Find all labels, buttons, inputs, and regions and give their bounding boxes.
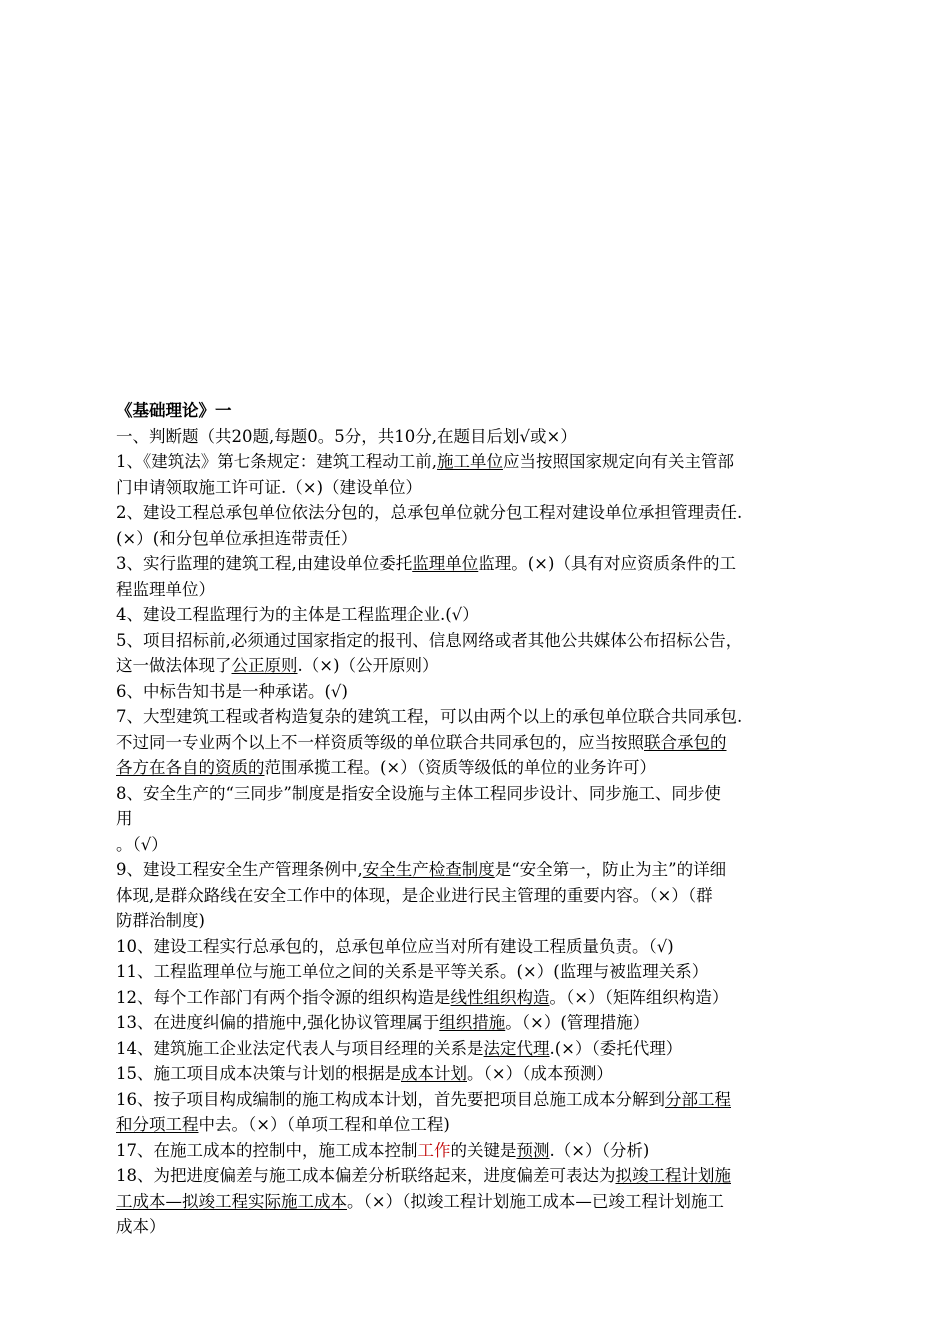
text-segment: 。（×）(管理措施） [505,1013,650,1032]
underlined-text: 施工单位 [437,452,503,471]
underlined-text: 成本计划 [401,1064,467,1083]
text-line [116,1163,838,1189]
text-line [116,704,838,730]
text-segment: 5、项目招标前,必须通过国家指定的报刊、信息网络或者其他公共媒体公布招标公告， [116,630,743,650]
text-line [116,1214,838,1240]
text-line [116,908,838,934]
text-segment: 不过同一专业两个以上不一样资质等级的单位联合共同承包的，应当按照 [116,732,644,752]
underlined-text: 拟竣工程计划施 [615,1166,731,1185]
underlined-text: 联合承包的 [644,732,727,752]
text-segment: 18、为把进度偏差与施工成本偏差分析联络起来，进度偏差可表达为 [116,1166,616,1185]
text-segment: 。（×）（成本预测） [467,1064,613,1083]
text-line [116,475,838,501]
underlined-text: 各方在各自的资质的 [116,758,265,777]
text-line [116,985,838,1011]
text-segment: 13、在进度纠偏的措施中,强化协议管理属于 [116,1013,440,1032]
text-line [116,500,838,526]
text-line [116,781,838,807]
text-segment: 1、《建筑法》第七条规定：建筑工程动工前, [116,452,437,471]
text-line [116,1087,838,1113]
text-segment: 15、施工项目成本决策与计划的根据是 [116,1064,401,1083]
text-segment: 这一做法体现了 [116,656,232,675]
text-segment: 14、建筑施工企业法定代表人与项目经理的关系是 [116,1038,484,1058]
text-segment: 12、每个工作部门有两个指令源的组织构造是 [116,987,451,1007]
underlined-text: 组织措施 [439,1013,506,1032]
text-line [116,1061,838,1087]
text-segment: .(×）（委托代理） [549,1038,683,1058]
text-segment: 7、大型建筑工程或者构造复杂的建筑工程，可以由两个以上的承包单位联合共同承包. [116,707,743,726]
document-title: 《基础理论》一 [116,401,232,420]
text-line [116,806,838,832]
text-line [116,857,838,883]
text-line [116,602,838,628]
text-segment: 16、按子项目构成编制的施工构成本计划，首先要把项目总施工成本分解到 [116,1089,665,1109]
underlined-text: 预测 [516,1140,550,1160]
text-segment: 8、安全生产的“三同步”制度是指安全设施与主体工程同步设计、同步施工、同步使 [116,783,721,803]
text-segment: 6、中标告知书是一种承诺。(√) [116,681,348,701]
text-line [116,934,838,960]
text-segment: 程监理单位） [116,579,215,599]
question-list [116,449,838,1240]
text-line [116,1010,838,1036]
underlined-text: 分部工程 [665,1089,731,1109]
text-segment: 4、建设工程监理行为的主体是工程监理企业.(√） [116,605,479,624]
text-line [116,755,838,781]
text-line [116,628,838,654]
text-segment: 用 [116,809,133,828]
text-line [116,1189,838,1215]
underlined-text: 安全生产检查制度 [362,860,495,879]
text-segment: 17、在施工成本的控制中，施工成本控制 [116,1140,418,1160]
underlined-text: 法定代理 [483,1038,550,1058]
text-line [116,577,838,603]
text-segment: 防群治制度) [116,911,205,930]
text-segment: 门申请领取施工许可证.（×)（建设单位） [116,477,423,497]
text-line [116,551,838,577]
text-line [116,1036,838,1062]
text-segment: 11、工程监理单位与施工单位之间的关系是平等关系。(×）(监理与被监理关系） [116,962,709,981]
text-line [116,679,838,705]
text-segment: 范围承揽工程。(×）（资质等级低的单位的业务许可） [264,758,657,777]
text-line [116,832,838,858]
document-page [116,398,838,1240]
highlighted-text: 工作 [417,1140,451,1160]
text-segment: 10、建设工程实行总承包的，总承包单位应当对所有建设工程质量负责。（√) [116,936,674,956]
text-segment: 应当按照国家规定向有关主管部 [503,452,734,471]
text-line [116,1138,838,1164]
text-segment: 体现,是群众路线在安全工作中的体现，是企业进行民主管理的重要内容。（×）（群 [116,885,713,905]
text-line [116,526,838,552]
underlined-text: 线性组织构造 [450,987,550,1007]
underlined-text: 监理单位 [412,554,479,573]
underlined-text: 工成本—拟竣工程实际施工成本 [116,1191,347,1211]
text-line [116,449,838,475]
text-segment: 9、建设工程安全生产管理条例中, [116,860,363,879]
text-segment: 的关键是 [450,1140,517,1160]
text-segment: 。（√） [116,834,168,854]
text-segment: 。（×）（拟竣工程计划施工成本—已竣工程计划施工 [347,1191,724,1211]
text-segment: 是“安全第一，防止为主”的详细 [494,860,727,879]
text-line [116,959,838,985]
text-segment: 中去。（×）（单项工程和单位工程) [198,1115,450,1134]
text-segment: 成本） [116,1217,166,1236]
text-segment: 2、建设工程总承包单位依法分包的，总承包单位就分包工程对建设单位承担管理责任. [116,503,743,522]
section-heading: 一、判断题（共20题,每题0。5分，共10分,在题目后划√或×） [116,426,577,446]
text-segment: .（×）（分析) [549,1140,650,1160]
text-line [116,653,838,679]
underlined-text: 公正原则 [231,656,298,675]
text-line [116,1112,838,1138]
underlined-text: 和分项工程 [116,1115,199,1134]
text-segment: 3、实行监理的建筑工程,由建设单位委托 [116,554,413,573]
text-segment: .（×)（公开原则） [297,656,439,675]
text-line [116,883,838,909]
text-segment: (×）(和分包单位承担连带责任） [116,528,358,548]
text-line [116,730,838,756]
text-segment: 。（×）（矩阵组织构造） [549,987,729,1007]
text-segment: 监理。(×)（具有对应资质条件的工 [478,554,736,573]
